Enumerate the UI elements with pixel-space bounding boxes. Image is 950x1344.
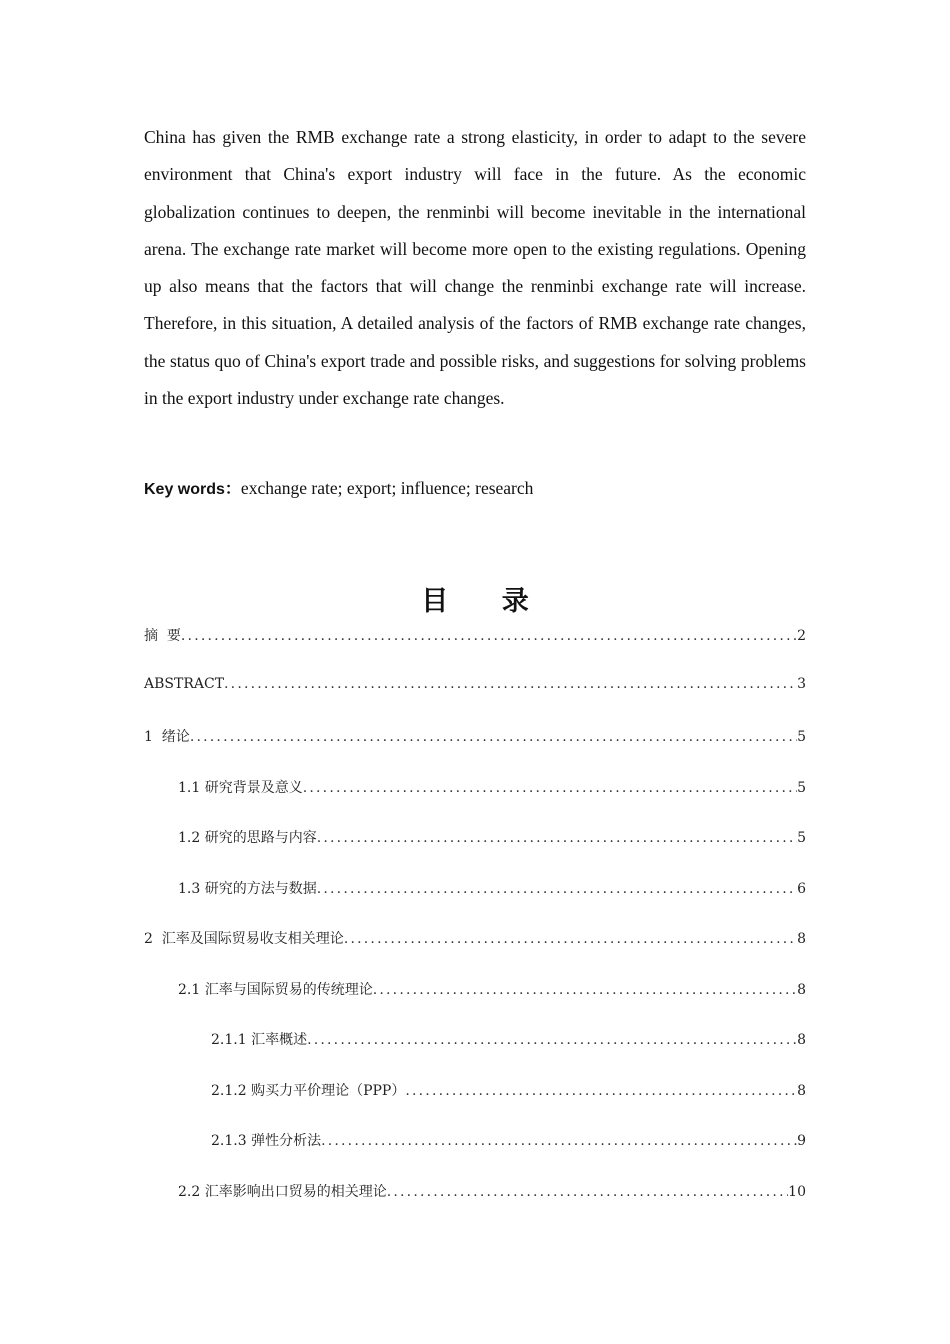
toc-page-number: 10: [788, 1183, 806, 1200]
toc-entry-text: 1.1 研究背景及意义: [178, 779, 303, 796]
toc-dot-leader: [321, 1133, 797, 1149]
toc-page-number: 5: [797, 830, 806, 846]
abstract-body: China has given the RMB exchange rate a strong elasticity, in order to adapt to the severe environment that China's export industry will face in the future. As the economic globalization continues to deepen, the renminbi will become inevitable in the international arena. The exchange rate market will become more open to the existing regulations. Opening up also means that the factors that will change the renminbi exchange rate will increase. Therefore, in this situation, A detailed analysis of the factors of RMB exchange rate changes, the status quo of China's export trade and possible risks, and suggestions for solving problems in the export industry under exchange rate changes.: [144, 127, 806, 409]
toc-page-number: 6: [797, 880, 806, 897]
toc-entry-text: 2.1.3 弹性分析法: [211, 1133, 322, 1149]
toc-page-number: 8: [797, 1082, 806, 1099]
toc-dot-leader: [190, 729, 797, 745]
toc-dot-leader: [317, 881, 797, 897]
toc-page-number: 8: [797, 931, 806, 947]
toc-dot-leader: [387, 1184, 788, 1200]
toc-entry-chapter-2[interactable]: [144, 928, 806, 979]
keywords-value: exchange rate; export; influence; research: [240, 478, 534, 498]
toc-entry-text: ABSTRACT: [144, 675, 225, 692]
toc-page-number: 9: [797, 1133, 806, 1149]
toc-page-number: 5: [797, 779, 806, 796]
toc-dot-leader: [405, 1083, 797, 1099]
toc-dot-leader: [181, 628, 797, 644]
toc-entry-text: 2.2 汇率影响出口贸易的相关理论: [178, 1183, 387, 1200]
keywords-label: Key words：: [144, 481, 241, 498]
toc-entry-text: 摘 要: [144, 628, 181, 644]
toc-entry-abstract-cn[interactable]: [144, 625, 806, 676]
toc-entry-section-2-1[interactable]: [144, 979, 806, 1030]
toc-entry-text: 1.3 研究的方法与数据: [178, 880, 317, 897]
toc-dot-leader: [344, 931, 797, 947]
toc-entry-text: 1.2 研究的思路与内容: [178, 830, 317, 846]
toc-entry-section-1-3[interactable]: [144, 878, 806, 929]
toc-entry-chapter-1[interactable]: [144, 726, 806, 777]
table-of-contents: [144, 625, 806, 1231]
keywords-line: [144, 474, 806, 504]
toc-entry-text: 2.1.2 购买力平价理论（PPP）: [211, 1082, 406, 1099]
toc-dot-leader: [224, 676, 797, 692]
toc-page-number: 8: [797, 981, 806, 998]
toc-dot-leader: [303, 780, 797, 796]
toc-dot-leader: [373, 982, 797, 998]
toc-entry-abstract-en[interactable]: [144, 676, 806, 727]
toc-entry-section-2-1-3[interactable]: [144, 1130, 806, 1181]
toc-page-number: 2: [797, 628, 806, 644]
toc-page-number: 8: [797, 1032, 806, 1048]
toc-entry-section-2-1-1[interactable]: [144, 1029, 806, 1080]
toc-page-number: 3: [797, 675, 806, 692]
toc-entry-section-2-2[interactable]: [144, 1181, 806, 1232]
toc-entry-text: 2.1.1 汇率概述: [211, 1032, 308, 1048]
toc-title: 目 录: [421, 586, 551, 617]
toc-entry-text: 1 绪论: [144, 729, 190, 745]
toc-page-number: 5: [797, 729, 806, 745]
toc-dot-leader: [317, 830, 797, 846]
toc-entry-section-2-1-2[interactable]: [144, 1080, 806, 1131]
toc-entry-section-1-1[interactable]: [144, 777, 806, 828]
toc-dot-leader: [307, 1032, 797, 1048]
toc-entry-text: 2.1 汇率与国际贸易的传统理论: [178, 981, 373, 998]
toc-entry-section-1-2[interactable]: [144, 827, 806, 878]
toc-entry-text: 2 汇率及国际贸易收支相关理论: [144, 931, 344, 947]
